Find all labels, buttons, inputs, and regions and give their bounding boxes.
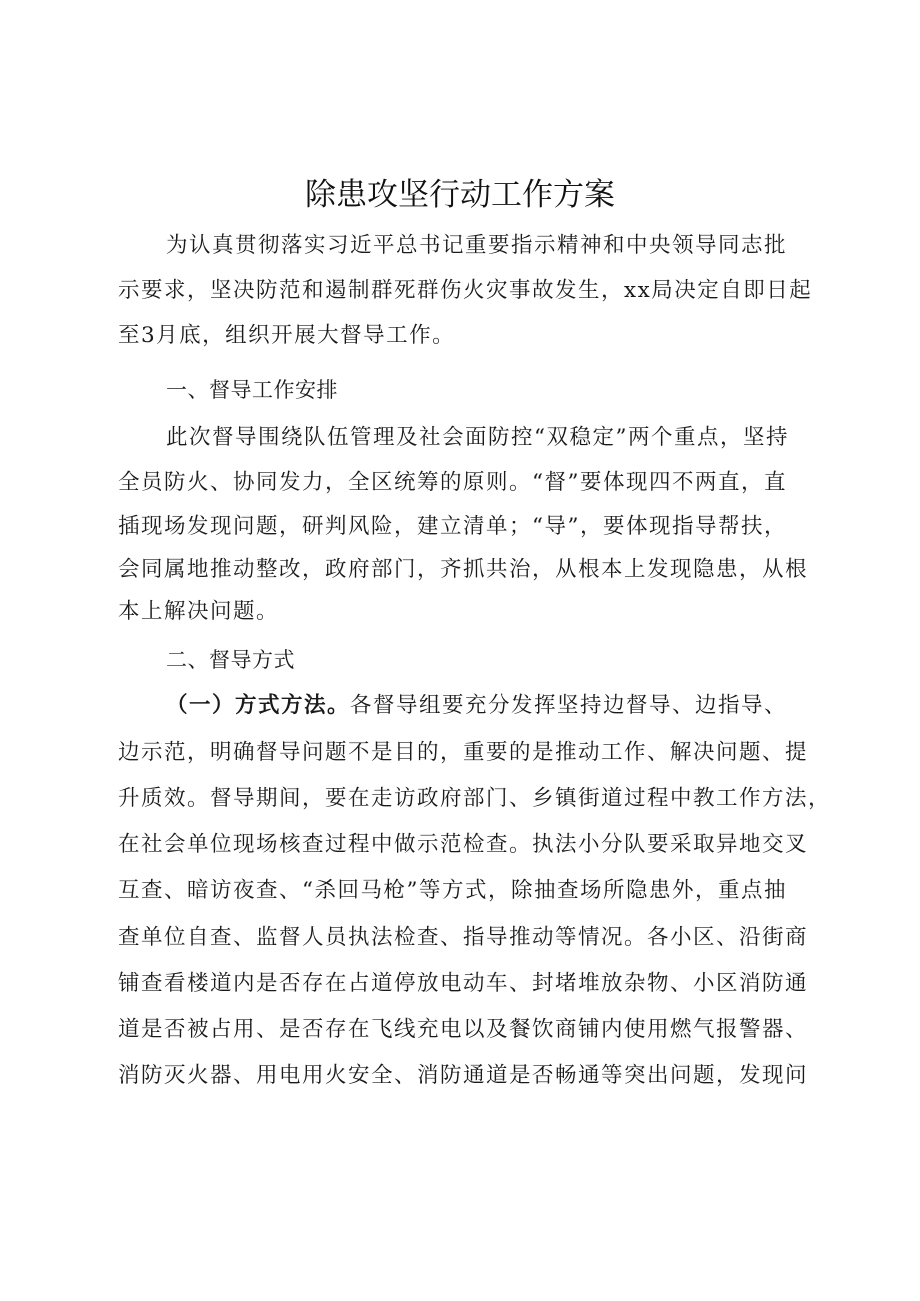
paragraph-line: 消防灭火器、用电用火安全、消防通道是否畅通等突出问题，发现问 bbox=[118, 1063, 809, 1088]
paragraph-line: 升质效。督导期间，要在走访政府部门、乡镇街道过程中教工作方法， bbox=[118, 786, 832, 811]
paragraph-line: 铺查看楼道内是否存在占道停放电动车、封堵堆放杂物、小区消防通 bbox=[118, 971, 809, 996]
paragraph-line: 互查、暗访夜查、“杀回马枪”等方式，除抽查场所隐患外，重点抽 bbox=[118, 878, 787, 903]
subsection-text: 各督导组要充分发挥坚持边督导、边指导、 bbox=[350, 693, 788, 718]
intro-line: 示要求，坚决防范和遏制群死群伤火灾事故发生，xx局决定自即日起 bbox=[118, 278, 813, 303]
paragraph-line: 全员防火、协同发力，全区统筹的原则。“督”要体现四不两直，直 bbox=[118, 470, 787, 495]
paragraph-line bbox=[166, 684, 866, 728]
paragraph-line: 会同属地推动整改，政府部门，齐抓共治，从根本上发现隐患，从根 bbox=[118, 557, 809, 582]
paragraph-line: 插现场发现问题，研判风险，建立清单；“导”，要体现指导帮扶， bbox=[118, 514, 787, 539]
intro-line: 为认真贯彻落实习近平总书记重要指示精神和中央领导同志批 bbox=[166, 233, 788, 258]
paragraph-line: 本上解决问题。 bbox=[118, 599, 280, 624]
intro-line: 至3月底，组织开展大督导工作。 bbox=[118, 323, 456, 348]
paragraph-line: 边示范，明确督导问题不是目的，重要的是推动工作、解决问题、提 bbox=[118, 740, 809, 765]
section-heading-2: 二、督导方式 bbox=[166, 648, 295, 672]
subsection-label: （一）方式方法。 bbox=[166, 693, 351, 718]
paragraph-line: 查单位自查、监督人员执法检查、指导推动等情况。各小区、沿街商 bbox=[118, 925, 809, 950]
paragraph-line: 道是否被占用、是否存在飞线充电以及餐饮商铺内使用燃气报警器、 bbox=[118, 1017, 809, 1042]
document-title: 除患攻坚行动工作方案 bbox=[305, 177, 615, 213]
paragraph-line: 在社会单位现场核查过程中做示范检查。执法小分队要采取异地交叉 bbox=[118, 832, 809, 857]
section-heading-1: 一、督导工作安排 bbox=[166, 378, 338, 402]
paragraph-line: 此次督导围绕队伍管理及社会面防控“双稳定”两个重点，坚持 bbox=[166, 425, 789, 450]
